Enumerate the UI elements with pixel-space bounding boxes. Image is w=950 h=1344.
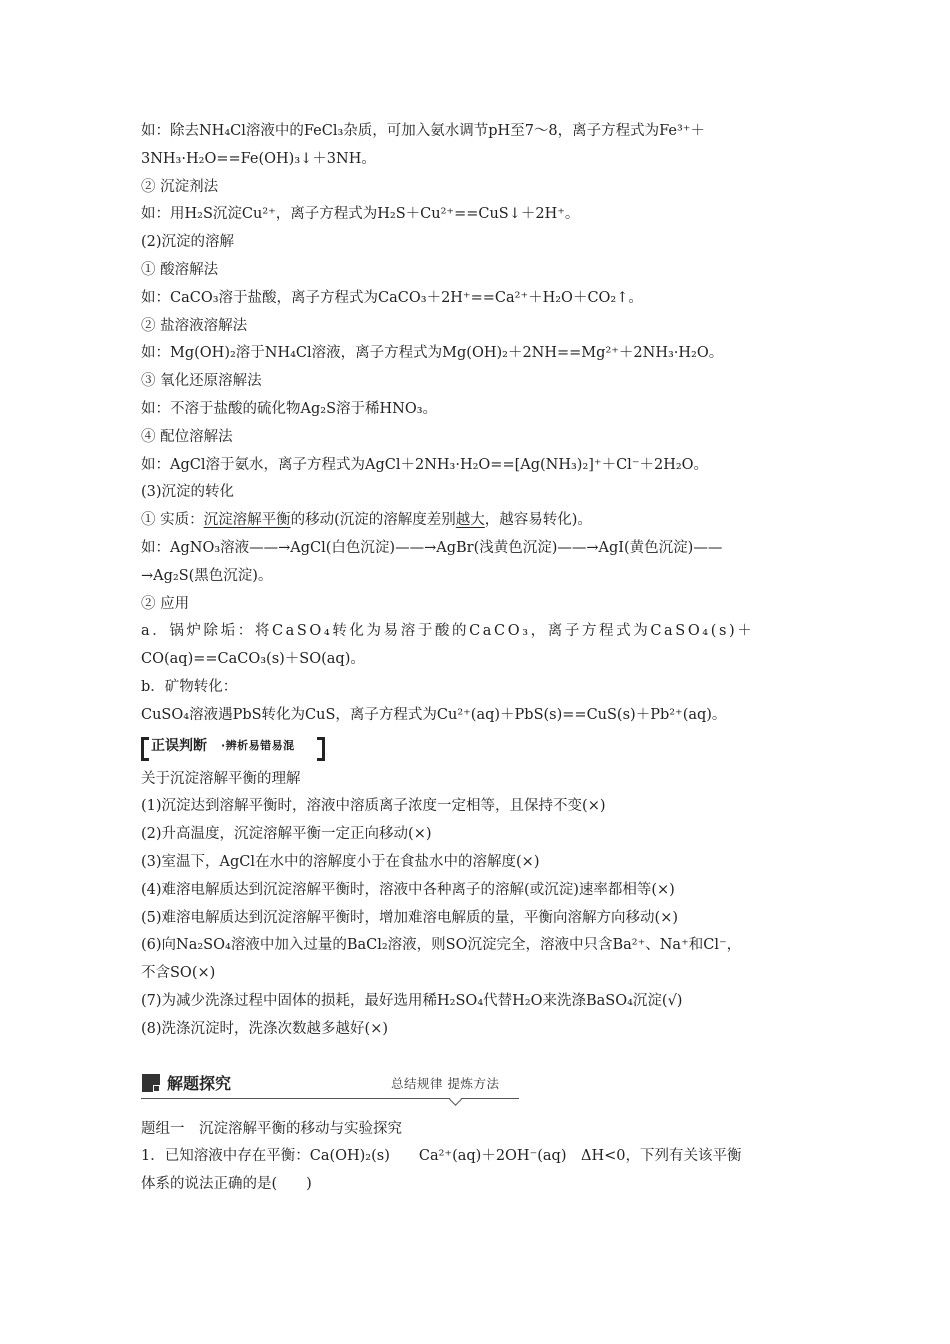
text-line: 如：AgNO₃溶液——→AgCl(白色沉淀)——→AgBr(浅黄色沉淀)——→AgI(黄色沉淀)——	[141, 539, 723, 556]
essence-line	[141, 507, 811, 535]
essence-underline-1: 沉淀溶解平衡	[203, 512, 291, 529]
text-line: 如：Mg(OH)₂溶于NH₄Cl溶液，离子方程式为Mg(OH)₂＋2NH==Mg²⁺＋2NH₃·H₂O。	[141, 345, 724, 362]
judge-item: (4)难溶电解质达到沉淀溶解平衡时，溶液中各种离子的溶解(或沉淀)速率都相等(×)	[141, 881, 675, 898]
question-text: 1．已知溶液中存在平衡：Ca(OH)₂(s) Ca²⁺(aq)＋2OH⁻(aq) ΔH<0，下列有关该平衡	[141, 1148, 742, 1165]
question-group-title: 题组一 沉淀溶解平衡的移动与实验探究	[141, 1120, 402, 1137]
judge-item: (6)向Na₂SO₄溶液中加入过量的BaCl₂溶液，则SO沉淀完全，溶液中只含Ba²⁺、Na⁺和Cl⁻，	[141, 937, 742, 954]
section-header	[141, 1066, 521, 1106]
text-line: ③ 氧化还原溶解法	[141, 373, 262, 390]
text-line: ① 酸溶解法	[141, 261, 219, 278]
bracket-right-icon	[317, 737, 325, 761]
question-text: 体系的说法正确的是( )	[141, 1176, 312, 1193]
text-line: 如：AgCl溶于氨水，离子方程式为AgCl＋2NH₃·H₂O==[Ag(NH₃)₂]⁺＋Cl⁻＋2H₂O。	[141, 456, 709, 473]
text-line: 如：用H₂S沉淀Cu²⁺，离子方程式为H₂S＋Cu²⁺==CuS↓＋2H⁺。	[141, 206, 580, 223]
essence-suffix: ，越容易转化)。	[484, 512, 592, 529]
banner-subtitle: ·辨析易错易混	[221, 738, 295, 752]
section-divider	[141, 1098, 519, 1099]
document-page	[141, 118, 811, 1199]
text-line: 3NH₃·H₂O==Fe(OH)₃↓＋3NH。	[141, 150, 376, 167]
section-title: 解题探究	[167, 1073, 232, 1093]
text-line: CO(aq)==CaCO₃(s)＋SO(aq)。	[141, 651, 365, 668]
text-line: ② 盐溶液溶解法	[141, 317, 248, 334]
text-line: 如：除去NH₄Cl溶液中的FeCl₃杂质，可加入氨水调节pH至7～8，离子方程式为Fe³⁺＋	[141, 123, 705, 139]
judge-item: (2)升高温度，沉淀溶解平衡一定正向移动(×)	[141, 826, 432, 843]
text-line: 如：CaCO₃溶于盐酸，离子方程式为CaCO₃＋2H⁺==Ca²⁺＋H₂O＋CO₂↑。	[141, 289, 643, 306]
text-line: →Ag₂S(黑色沉淀)。	[141, 567, 273, 584]
judgement-banner	[141, 734, 811, 764]
bracket-left-icon	[141, 737, 149, 761]
section-square-icon	[142, 1074, 160, 1092]
text-line: a．锅炉除垢：将CaSO₄转化为易溶于酸的CaCO₃，离子方程式为CaSO₄(s)＋	[141, 623, 755, 640]
text-line: ② 沉淀剂法	[141, 178, 219, 195]
judge-item: (7)为减少洗涤过程中固体的损耗，最好选用稀H₂SO₄代替H₂O来洗涤BaSO₄沉淀(√)	[141, 992, 683, 1009]
judge-item: 不含SO(×)	[141, 965, 216, 982]
divider-notch-icon	[449, 1093, 462, 1106]
text-line: (3)沉淀的转化	[141, 484, 235, 501]
text-line: CuSO₄溶液遇PbS转化为CuS，离子方程式为Cu²⁺(aq)＋PbS(s)==CuS(s)＋Pb²⁺(aq)。	[141, 706, 727, 723]
text-line: ② 应用	[141, 595, 190, 612]
banner-title: 正误判断	[151, 737, 207, 754]
essence-middle: 的移动(沉淀的溶解度差别	[290, 512, 456, 529]
text-line: ④ 配位溶解法	[141, 428, 233, 445]
text-line: 关于沉淀溶解平衡的理解	[141, 770, 301, 787]
judge-item: (1)沉淀达到溶解平衡时，溶液中溶质离子浓度一定相等，且保持不变(×)	[141, 798, 606, 815]
judge-item: (8)洗涤沉淀时，洗涤次数越多越好(×)	[141, 1020, 389, 1037]
judge-item: (5)难溶电解质达到沉淀溶解平衡时，增加难溶电解质的量，平衡向溶解方向移动(×)	[141, 909, 678, 926]
text-line: 如：不溶于盐酸的硫化物Ag₂S溶于稀HNO₃。	[141, 400, 438, 417]
section-subtitle: 总结规律 提炼方法	[391, 1075, 500, 1091]
essence-prefix: ① 实质：	[141, 512, 204, 529]
essence-underline-2: 越大	[455, 512, 485, 529]
text-line: (2)沉淀的溶解	[141, 234, 235, 251]
text-line: b．矿物转化：	[141, 678, 238, 695]
judge-item: (3)室温下，AgCl在水中的溶解度小于在食盐水中的溶解度(×)	[141, 853, 540, 870]
